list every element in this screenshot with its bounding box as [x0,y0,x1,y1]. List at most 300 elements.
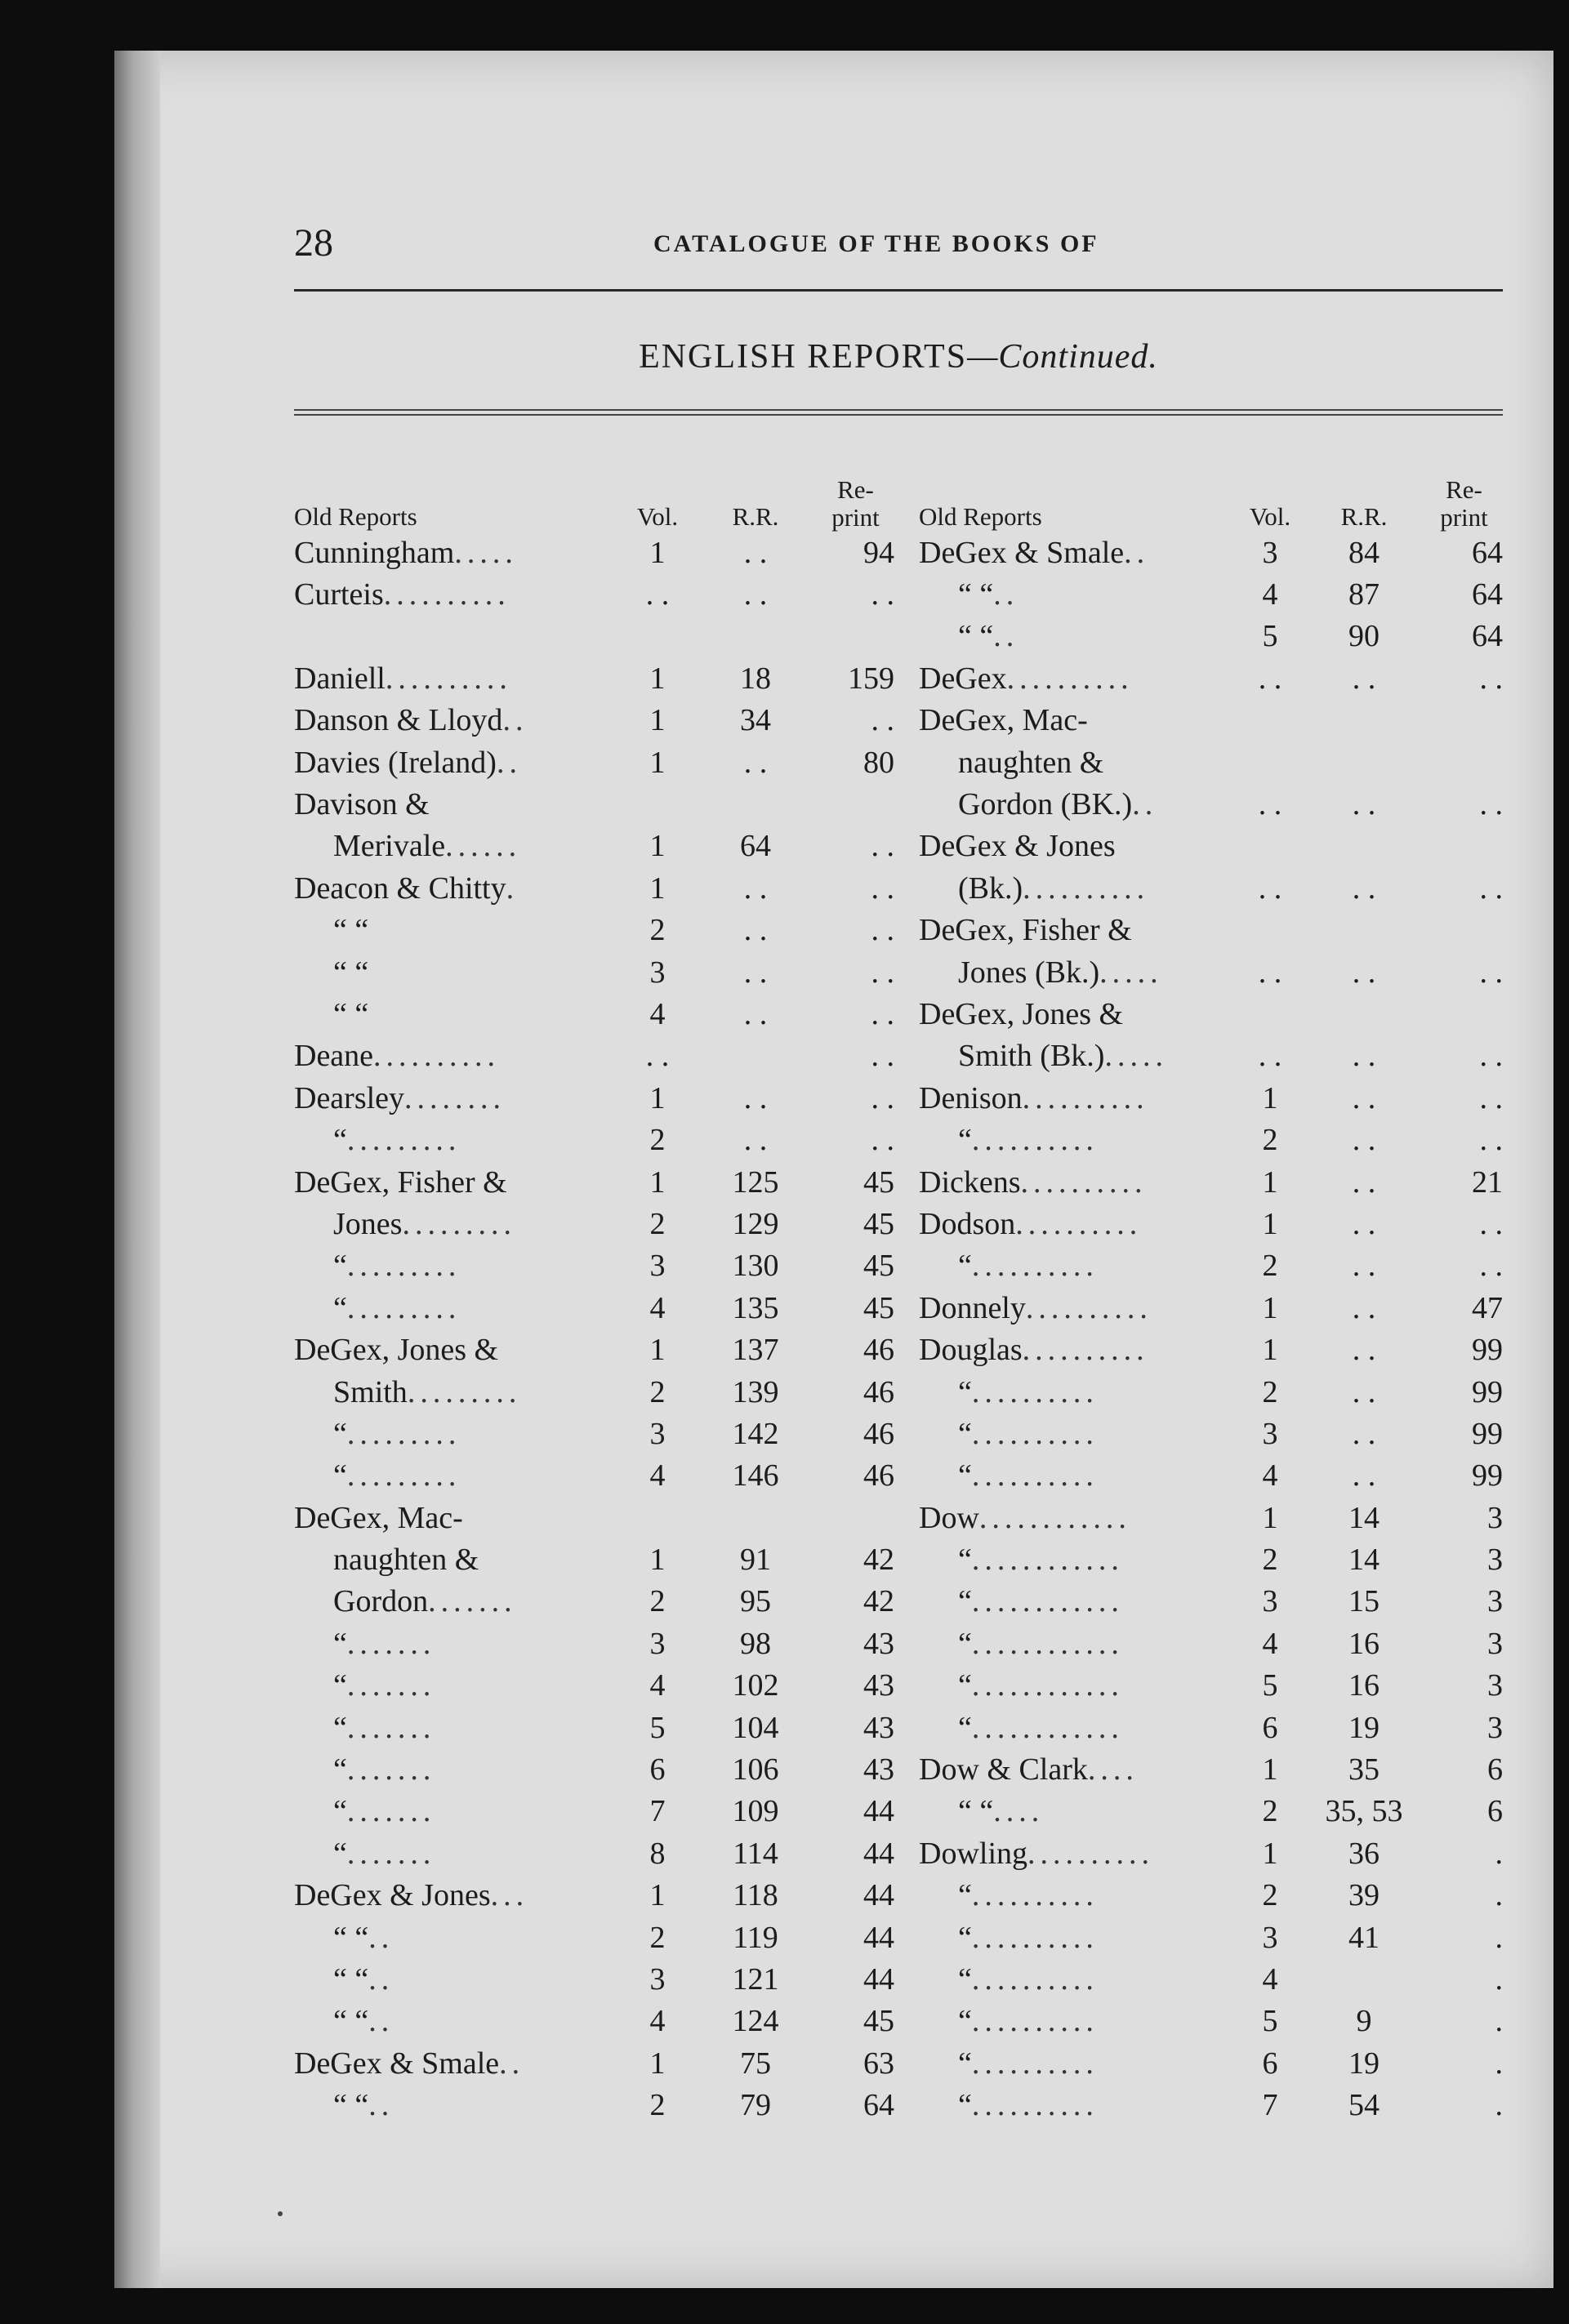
leader-dots: .......... [1025,1290,1152,1325]
report-name-cell [919,1500,1237,1536]
report-name: “ [958,2004,972,2039]
rr-cell: 36 [1348,1836,1380,1871]
report-name-cell [919,1667,1237,1703]
col-header-vol: Vol. [636,502,679,531]
rr-cell: 106 [732,1752,779,1788]
report-name: “ [958,1123,972,1158]
report-name-cell [294,1164,621,1200]
rr-cell: 54 [1348,2088,1380,2123]
reprint-cell: 46 [863,1333,894,1368]
report-name: DeGex, Mac- [294,1500,463,1535]
leader-dots: .......... [971,1123,1099,1158]
rr-cell: . . [1352,1290,1376,1325]
rr-cell: 90 [1348,619,1380,654]
report-name-cell [919,1920,1237,1956]
rr-cell: 114 [733,1836,778,1871]
report-name-cell [919,1290,1237,1326]
leader-dots: .. [502,703,528,738]
report-name: “ [333,1710,347,1745]
volume-cell: 4 [1262,1626,1278,1661]
reprint-cell: 3 [1487,1584,1503,1619]
leader-dots: ......... [346,1123,461,1158]
reprint-cell: 44 [863,1920,894,1955]
reprint-cell: 94 [863,535,894,570]
reprint-cell: . . [871,996,894,1031]
reprint-cell: 43 [863,1626,894,1661]
header-rule [294,289,1503,292]
report-name-cell [294,577,621,612]
report-name-cell [294,1122,621,1158]
reprint-cell: . [1495,2088,1503,2123]
table-row [294,1497,894,1538]
leader-dots: ....... [346,1836,436,1871]
report-name: DeGex & Jones [919,829,1116,864]
report-name: naughten & [958,745,1104,780]
table-row [294,1958,894,2000]
report-name: DeGex [919,661,1007,696]
leader-dots: .......... [1022,1333,1149,1368]
report-name-cell [294,2087,621,2123]
report-name: “ [958,2088,972,2123]
leader-dots: ....... [346,1710,436,1745]
table-row [919,2042,1503,2084]
report-name: “ [958,1416,972,1451]
report-name-cell [294,745,621,781]
reprint-cell: 6 [1487,1794,1503,1829]
report-name: “ [958,1961,972,1997]
leader-dots: .......... [971,2046,1099,2081]
report-name: “ “ [333,913,369,948]
table-row [294,700,894,741]
table-row [919,1497,1503,1538]
table-row [919,1035,1503,1077]
report-name-cell [294,870,621,906]
report-name: DeGex, Jones & [919,996,1124,1031]
reprint-cell: 43 [863,1710,894,1745]
report-name: “ [958,1710,972,1745]
reprint-cell: 42 [863,1584,894,1619]
report-name-cell [294,1920,621,1956]
running-title: CATALOGUE OF THE BOOKS OF [653,230,1099,257]
rr-cell: 35 [1348,1752,1380,1788]
report-name-cell [294,1877,621,1913]
volume-cell: 1 [649,661,666,696]
rr-cell: . . [1352,1333,1376,1368]
report-name-cell [919,577,1237,612]
report-name: Smith (Bk.) [958,1039,1105,1074]
reprint-cell: 3 [1487,1668,1503,1703]
leader-dots: .. [368,2004,394,2039]
report-name: Deacon & Chitty [294,870,506,906]
report-name: “ [333,1290,347,1325]
report-name-cell [919,2087,1237,2123]
table-row [919,657,1503,699]
volume-cell: 3 [649,1249,666,1284]
report-name: “ “ [333,2088,369,2123]
report-name: “ [333,1416,347,1451]
volume-cell: 1 [1262,1333,1278,1368]
reprint-cell: 43 [863,1668,894,1703]
rr-cell: 91 [740,1543,771,1578]
report-name-cell [919,1836,1237,1872]
table-row [919,616,1503,657]
report-name: Dowling [919,1836,1027,1871]
reprint-cell: 64 [1472,577,1503,612]
rr-cell: 39 [1348,1878,1380,1913]
report-name-cell [919,2003,1237,2039]
leader-dots: .......... [971,1878,1099,1913]
leader-dots: ............ [971,1668,1124,1703]
rr-cell: . . [743,996,768,1031]
leader-dots: .......... [373,1039,501,1074]
right-column [894,440,1503,2126]
report-name: Dearsley [294,1080,405,1115]
rr-cell: 79 [740,2088,771,2123]
reprint-cell: 64 [1472,535,1503,570]
report-name-cell [919,702,1237,738]
report-name-cell [919,1626,1237,1662]
table-row [919,826,1503,867]
right-column-header [919,440,1503,532]
reprint-cell: . . [1479,955,1503,990]
table-row [294,657,894,699]
volume-cell: 1 [649,1543,666,1578]
rr-cell: . . [743,913,768,948]
volume-cell: 2 [649,1206,666,1241]
report-name: Daniell [294,661,386,696]
table-row [294,616,894,657]
reprint-cell: 64 [863,2088,894,2123]
volume-cell: 4 [1262,577,1278,612]
table-row [919,1832,1503,1874]
report-name-cell [919,786,1237,822]
report-name-cell [919,1206,1237,1242]
table-row [294,993,894,1035]
volume-cell: 1 [1262,1164,1278,1200]
volume-cell: 1 [649,703,666,738]
report-name: “ “ [958,577,994,612]
report-name: Gordon [333,1584,429,1619]
reprint-cell: . . [1479,870,1503,906]
table-row [294,910,894,951]
table-row [294,1161,894,1203]
reprint-cell: . . [871,1039,894,1074]
leader-dots: .......... [385,661,512,696]
report-name: Dickens [919,1164,1021,1200]
volume-cell: 1 [649,1333,666,1368]
table-row [294,826,894,867]
table-row [294,1455,894,1497]
report-name: Donnely [919,1290,1026,1325]
left-table-body [294,532,894,2126]
report-name-cell [294,1793,621,1829]
reprint-cell: 45 [863,1164,894,1200]
report-name-cell [294,1416,621,1452]
volume-cell: 1 [649,870,666,906]
rr-cell: . . [1352,1416,1376,1451]
rr-cell: . . [1352,1374,1376,1409]
report-name: Smith [333,1374,408,1409]
leader-dots: ......... [402,1206,516,1241]
rr-cell: 104 [732,1710,779,1745]
reprint-cell: 63 [863,2046,894,2081]
volume-cell: 2 [1262,1249,1278,1284]
leader-dots: ..... [454,535,518,570]
report-name-cell [294,1038,621,1074]
rr-cell: . . [743,745,768,780]
rr-cell: 137 [732,1333,779,1368]
volume-cell: 2 [649,913,666,948]
volume-cell: 6 [1262,1710,1278,1745]
rr-cell: 142 [732,1416,779,1451]
rr-cell: 14 [1348,1500,1380,1535]
report-name-cell [919,1458,1237,1494]
left-column-header [294,440,894,532]
rr-cell: . . [743,535,768,570]
reprint-cell: 99 [1472,1333,1503,1368]
reprint-cell: 3 [1487,1500,1503,1535]
leader-dots: .. [496,745,522,780]
reprint-cell: . . [1479,661,1503,696]
reprint-cell: . [1495,1878,1503,1913]
reprint-cell: . . [871,1123,894,1158]
leader-dots: .. [1132,787,1158,822]
volume-cell: 3 [649,1416,666,1451]
rr-cell: 34 [740,703,771,738]
col-header-reprint: Re- print [831,474,880,532]
leader-dots: .......... [1006,661,1134,696]
volume-cell: 3 [1262,1584,1278,1619]
volume-cell: . . [1258,661,1282,696]
volume-cell: 7 [1262,2088,1278,2123]
report-name: “ [958,1668,972,1703]
volume-cell: 2 [649,2088,666,2123]
report-name-cell [919,1038,1237,1074]
volume-cell: 4 [649,1668,666,1703]
leader-dots: .......... [971,1416,1099,1451]
volume-cell: 2 [1262,1123,1278,1158]
table-row [294,867,894,909]
leader-dots: .......... [971,1374,1099,1409]
table-row [919,1203,1503,1244]
report-name-cell [919,661,1237,697]
reprint-cell: 99 [1472,1458,1503,1494]
report-name-cell [919,1332,1237,1368]
rr-cell: . . [1352,661,1376,696]
report-name: “ “ [958,1794,994,1829]
leader-dots: .. [993,619,1019,654]
reprint-cell: 44 [863,1961,894,1997]
table-row [919,700,1503,741]
table-row [919,741,1503,783]
rr-cell: 109 [732,1794,779,1829]
report-name-cell [919,955,1237,991]
reprint-cell: 42 [863,1543,894,1578]
rr-cell: 135 [732,1290,779,1325]
leader-dots: ......... [346,1416,461,1451]
rr-cell: . . [1352,1249,1376,1284]
rr-cell: 129 [732,1206,779,1241]
report-name-cell [294,1290,621,1326]
table-row [294,1329,894,1370]
reprint-cell: 159 [848,661,894,696]
volume-cell: 2 [1262,1794,1278,1829]
leader-dots: ............ [971,1543,1124,1578]
table-row [919,1917,1503,1958]
table-row [919,1958,1503,2000]
section-double-rule [294,409,1503,416]
leader-dots: .......... [971,1961,1099,1997]
volume-cell: 8 [649,1836,666,1871]
table-row [919,1748,1503,1790]
report-name-cell [294,1374,621,1410]
report-name: DeGex & Smale [919,535,1125,570]
table-row [294,783,894,825]
volume-cell: . . [1258,1039,1282,1074]
report-name: Cunningham [294,535,455,570]
report-name: “ [333,1794,347,1829]
volume-cell: 1 [649,1878,666,1913]
report-name: “ [958,2046,972,2081]
volume-cell: . . [1258,787,1282,822]
reprint-cell: . . [871,829,894,864]
report-name: Jones (Bk.) [958,955,1100,990]
table-row [294,1707,894,1748]
report-name-cell [294,912,621,948]
rr-cell: . . [1352,1039,1376,1074]
report-name: “ “ [333,955,369,990]
report-name: Danson & Lloyd [294,703,503,738]
report-name: DeGex, Jones & [294,1333,499,1368]
report-name: Dodson [919,1206,1016,1241]
volume-cell: 4 [649,1290,666,1325]
rr-cell: 18 [740,661,771,696]
page-content [294,212,1503,2126]
leader-dots: .......... [971,1458,1099,1494]
report-name-cell [919,1877,1237,1913]
report-name-cell [919,1542,1237,1578]
volume-cell: 1 [649,1164,666,1200]
reprint-cell: 64 [1472,619,1503,654]
volume-cell: 1 [649,2046,666,2081]
table-row [919,1581,1503,1623]
leader-dots: ......... [346,1290,461,1325]
rr-cell: . . [1352,870,1376,906]
leader-dots: .. [368,1920,394,1955]
rr-cell: . . [1352,1080,1376,1115]
report-name-cell [919,2046,1237,2081]
leader-dots: .......... [1022,1080,1149,1115]
rr-cell: 15 [1348,1584,1380,1619]
rr-cell: 19 [1348,2046,1380,2081]
report-name-cell [294,2046,621,2081]
reprint-cell: . . [871,1080,894,1115]
reprint-cell: 3 [1487,1710,1503,1745]
col-header-rr: R.R. [1340,502,1388,531]
report-name: “ [333,1123,347,1158]
rr-cell: . . [743,1123,768,1158]
table-row [294,1581,894,1623]
leader-dots: .......... [1027,1836,1154,1871]
report-name-cell [919,745,1237,781]
table-row [919,1077,1503,1119]
reprint-cell: 80 [863,745,894,780]
table-row [919,1287,1503,1329]
report-name-cell [294,1667,621,1703]
leader-dots: ....... [346,1626,436,1661]
report-name-cell [919,1710,1237,1746]
report-name: “ [958,1626,972,1661]
report-name: naughten & [333,1543,479,1578]
report-name: “ [333,1458,347,1494]
report-name-cell [294,996,621,1032]
leader-dots: .. [1124,535,1150,570]
volume-cell: 4 [649,996,666,1031]
rr-cell: 95 [740,1584,771,1619]
col-header-name: Old Reports [294,502,417,531]
volume-cell: . . [1258,870,1282,906]
leader-dots: .. [368,1961,394,1997]
table-row [294,1917,894,1958]
rr-cell: . . [1352,1123,1376,1158]
report-name-cell [294,1836,621,1872]
col-header-rr: R.R. [732,502,779,531]
reprint-cell: . . [871,955,894,990]
table-row [294,951,894,993]
rr-cell: 98 [740,1626,771,1661]
table-row [919,910,1503,951]
report-name-cell [294,535,621,571]
volume-cell: 2 [1262,1374,1278,1409]
section-title-text: ENGLISH REPORTS [639,338,968,376]
reprint-cell: 44 [863,1878,894,1913]
report-name-cell [294,1626,621,1662]
volume-cell: 4 [1262,1458,1278,1494]
report-name-cell [294,1080,621,1116]
page-binding-edge [114,51,160,2288]
leader-dots: .. [499,2046,525,2081]
volume-cell: 1 [649,535,666,570]
col-header-reprint: Re- print [1440,474,1488,532]
report-name: DeGex & Smale [294,2046,500,2081]
report-name-cell [919,870,1237,906]
report-name: DeGex, Fisher & [294,1164,507,1200]
leader-dots: .. [993,577,1019,612]
volume-cell: 1 [1262,1206,1278,1241]
volume-cell: 4 [649,2004,666,2039]
report-name-cell [294,1206,621,1242]
table-row [919,951,1503,993]
report-name-cell [919,1080,1237,1116]
rr-cell: . . [1352,787,1376,822]
report-name: “ “ [333,1920,369,1955]
leader-dots: .......... [971,2088,1099,2123]
report-name: “ [958,1878,972,1913]
table-row [294,1035,894,1077]
report-name-cell [919,1374,1237,1410]
table-row [294,1623,894,1664]
report-name-cell [294,661,621,697]
leader-dots: ............ [971,1584,1124,1619]
report-name: Douglas [919,1333,1023,1368]
table-row [294,2084,894,2126]
table-row [294,1371,894,1413]
rr-cell: 102 [732,1668,779,1703]
report-name-cell [294,955,621,991]
report-name: (Bk.) [958,870,1023,906]
section-continued: —Continued. [967,338,1158,376]
report-name: Gordon (BK.) [958,787,1133,822]
